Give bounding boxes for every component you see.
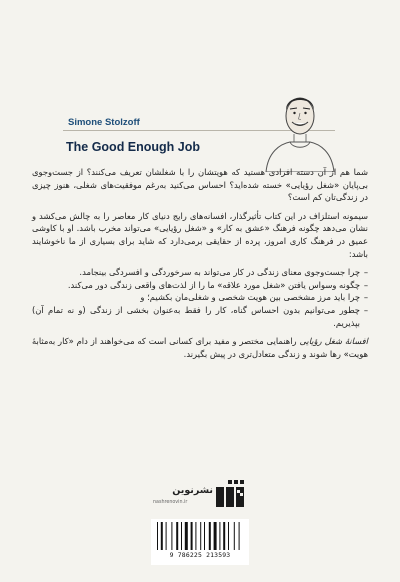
barcode-stripe: [239, 522, 240, 550]
bullet-item: – چگونه وسواس یافتن «شغل مورد علاقه» ما را از لذت‌های واقعی زندگی دور می‌کند.: [32, 279, 368, 292]
publisher-name: نشرنوین: [172, 485, 213, 496]
isbn-digits: 9 786225 213593: [169, 551, 231, 559]
bullet-item: – چرا باید مرز مشخصی بین هویت شخصی و شغلی‌مان بکشیم؛ و: [32, 291, 368, 304]
barcode-stripe: [181, 522, 182, 550]
barcode-stripe: [209, 522, 211, 550]
barcode-stripe: [228, 522, 229, 550]
publisher-logo: [153, 479, 247, 521]
barcode-stripe: [157, 522, 158, 550]
closing-book-name: افسانهٔ شغل رؤیایی: [299, 336, 368, 347]
barcode-stripe: [200, 522, 201, 550]
author-name: Simone Stolzoff: [68, 117, 140, 128]
barcode-stripe: [166, 522, 167, 550]
barcode-stripe: [234, 522, 235, 550]
barcode-stripe: [214, 522, 217, 550]
barcode-bars: [156, 522, 244, 550]
bullet-item: – چطور می‌توانیم بدون احساس گناه، کار را فقط به‌عنوان بخشی از زندگی (و نه تمام آن) بپذیریم.: [32, 304, 368, 329]
author-portrait: [260, 82, 340, 172]
closing-paragraph: [32, 335, 368, 360]
barcode-stripe: [171, 522, 172, 550]
barcode-stripe: [176, 522, 178, 550]
isbn-barcode: [151, 519, 249, 565]
barcode-stripe: [185, 522, 188, 550]
barcode-stripe: [195, 522, 196, 550]
barcode-stripe: [219, 522, 220, 550]
bullet-item: – چرا جست‌وجوی معنای زندگی در کار می‌تواند به سرخوردگی و افسردگی بینجامد.: [32, 266, 368, 279]
intro-paragraph: شما هم از آن دسته افرادی هستید که هویتشان را با شغلشان تعریف می‌کنند؟ از جست‌وجوی بی‌پایان «شغل رؤیایی» خسته شده‌اید؟ احساس می‌کنید به‌رغم موفقیت‌های شغلی، هنوز چیزی در زندگی‌تان کم است؟: [32, 167, 368, 203]
bullet-list: [32, 266, 368, 329]
barcode-stripe: [204, 522, 205, 550]
publisher-mark-icon: [215, 479, 245, 509]
closing-text: راهنمایی مختصر و مفید برای کسانی است که می‌خواهند از دام «کار به‌مثابهٔ هویت» رها شوند و زندگی متعادل‌تری در پیش بگیرند.: [32, 336, 368, 359]
barcode-stripe: [191, 522, 193, 550]
barcode-stripe: [223, 522, 225, 550]
back-cover-blurb: [32, 166, 368, 366]
barcode-stripe: [161, 522, 163, 550]
publisher-url: nashrenovin.ir: [153, 500, 188, 505]
book-title: The Good Enough Job: [66, 140, 201, 154]
body-paragraph: سیمونه استلزاف در این کتاب تأثیرگذار، افسانه‌های رایج دنیای کار معاصر را به چالش می‌کشد و نشان می‌دهد چگونه فرهنگ «عشق به کار» و «شغل رؤیایی» می‌تواند مخرب باشد. او با کاوشی عمیق در فرهنگ کاری امروز، پرده از حقایقی برمی‌دارد که شاید برای بسیاری از ما ناخوشایند باشد:: [32, 210, 368, 259]
